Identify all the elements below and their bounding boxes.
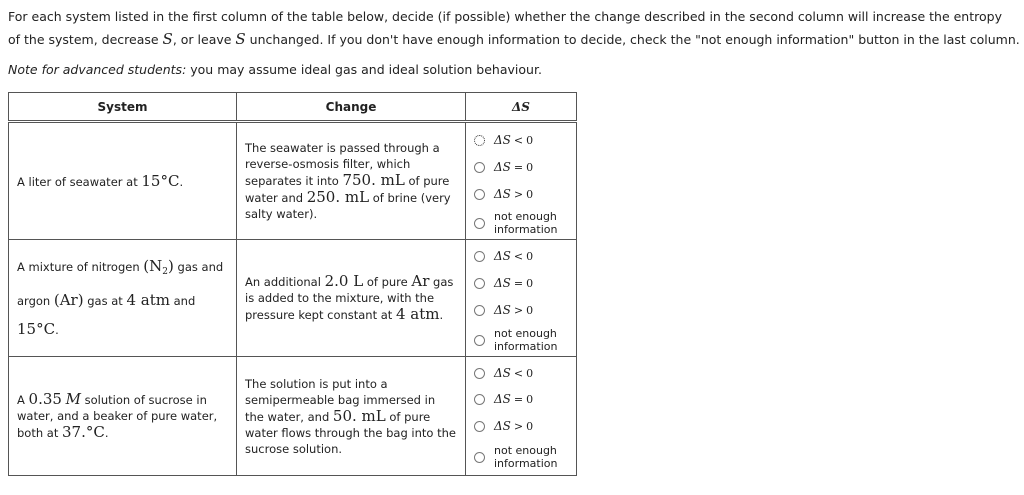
change-cell: The seawater is passed through a reverse-osmosis filter, which separates it into 750. mL of pure water and 250. mL of brine (very salty water). <box>237 122 466 240</box>
option-decrease[interactable] <box>474 363 533 383</box>
radio-button[interactable] <box>474 251 485 262</box>
change-cell: An additional 2.0 L of pure Ar gas is added to the mixture, with the pressure kept constant at 4 atm. <box>237 240 466 357</box>
radio-button[interactable] <box>474 135 485 146</box>
radio-button[interactable] <box>474 218 485 229</box>
option-label: ΔS > 0 <box>494 186 534 201</box>
option-increase[interactable] <box>474 416 533 436</box>
option-not-enough-info[interactable] <box>474 326 558 354</box>
option-label: ΔS < 0 <box>494 248 534 263</box>
advanced-note <box>8 61 542 79</box>
system-cell: A liter of seawater at 15°C. <box>9 122 237 240</box>
entropy-table <box>8 92 577 476</box>
option-group <box>466 123 576 239</box>
option-label: not enough information <box>494 210 558 236</box>
option-increase[interactable] <box>474 184 533 204</box>
table-row <box>9 122 577 240</box>
option-label: not enough information <box>494 444 558 470</box>
radio-button[interactable] <box>474 394 485 405</box>
delta-s-options-cell <box>466 240 577 357</box>
option-not-enough-info[interactable] <box>474 443 558 471</box>
table-row <box>9 240 577 357</box>
option-label: ΔS = 0 <box>494 275 534 290</box>
table-row <box>9 357 577 476</box>
system-cell: A 0.35 M solution of sucrose in water, and a beaker of pure water, both at 37.°C. <box>9 357 237 476</box>
option-group <box>466 357 576 475</box>
option-unchanged[interactable] <box>474 157 533 177</box>
radio-button[interactable] <box>474 452 485 463</box>
delta-s-options-cell <box>466 357 577 476</box>
radio-button[interactable] <box>474 421 485 432</box>
system-cell: A mixture of nitrogen $(N_2)$ gas and argon (Ar) gas at 4 atm and 15°C. <box>9 240 237 357</box>
header-system: System <box>9 93 237 122</box>
radio-button[interactable] <box>474 189 485 200</box>
radio-button[interactable] <box>474 368 485 379</box>
header-change: Change <box>237 93 466 122</box>
instructions-line-2: of the system, decrease S, or leave S unchanged. If you don't have enough information to decide, check the "not enough information" button in the last column. <box>8 30 1020 48</box>
table-header-row <box>9 93 577 122</box>
radio-button[interactable] <box>474 335 485 346</box>
option-decrease[interactable] <box>474 246 533 266</box>
option-label: ΔS = 0 <box>494 159 534 174</box>
radio-button[interactable] <box>474 305 485 316</box>
option-group <box>466 240 576 356</box>
radio-button[interactable] <box>474 162 485 173</box>
note-label: Note for advanced students: <box>8 62 187 77</box>
option-label: ΔS > 0 <box>494 418 534 433</box>
option-label: ΔS > 0 <box>494 302 534 317</box>
option-unchanged[interactable] <box>474 389 533 409</box>
option-label: ΔS = 0 <box>494 391 534 406</box>
note-text: you may assume ideal gas and ideal solution behaviour. <box>186 62 542 77</box>
header-delta-s: ΔS <box>466 93 577 122</box>
option-decrease[interactable] <box>474 130 533 150</box>
option-label: ΔS < 0 <box>494 365 534 380</box>
change-cell: The solution is put into a semipermeable bag immersed in the water, and 50. mL of pure water flows through the bag into the sucrose solution. <box>237 357 466 476</box>
option-increase[interactable] <box>474 300 533 320</box>
option-unchanged[interactable] <box>474 273 533 293</box>
radio-button[interactable] <box>474 278 485 289</box>
option-not-enough-info[interactable] <box>474 209 558 237</box>
instructions <box>8 6 1024 51</box>
delta-s-options-cell <box>466 122 577 240</box>
option-label: not enough information <box>494 327 558 353</box>
option-label: ΔS < 0 <box>494 132 534 147</box>
instructions-line-1: For each system listed in the first column of the table below, decide (if possible) whether the change described in the second column will increase the entropy <box>8 9 1002 24</box>
